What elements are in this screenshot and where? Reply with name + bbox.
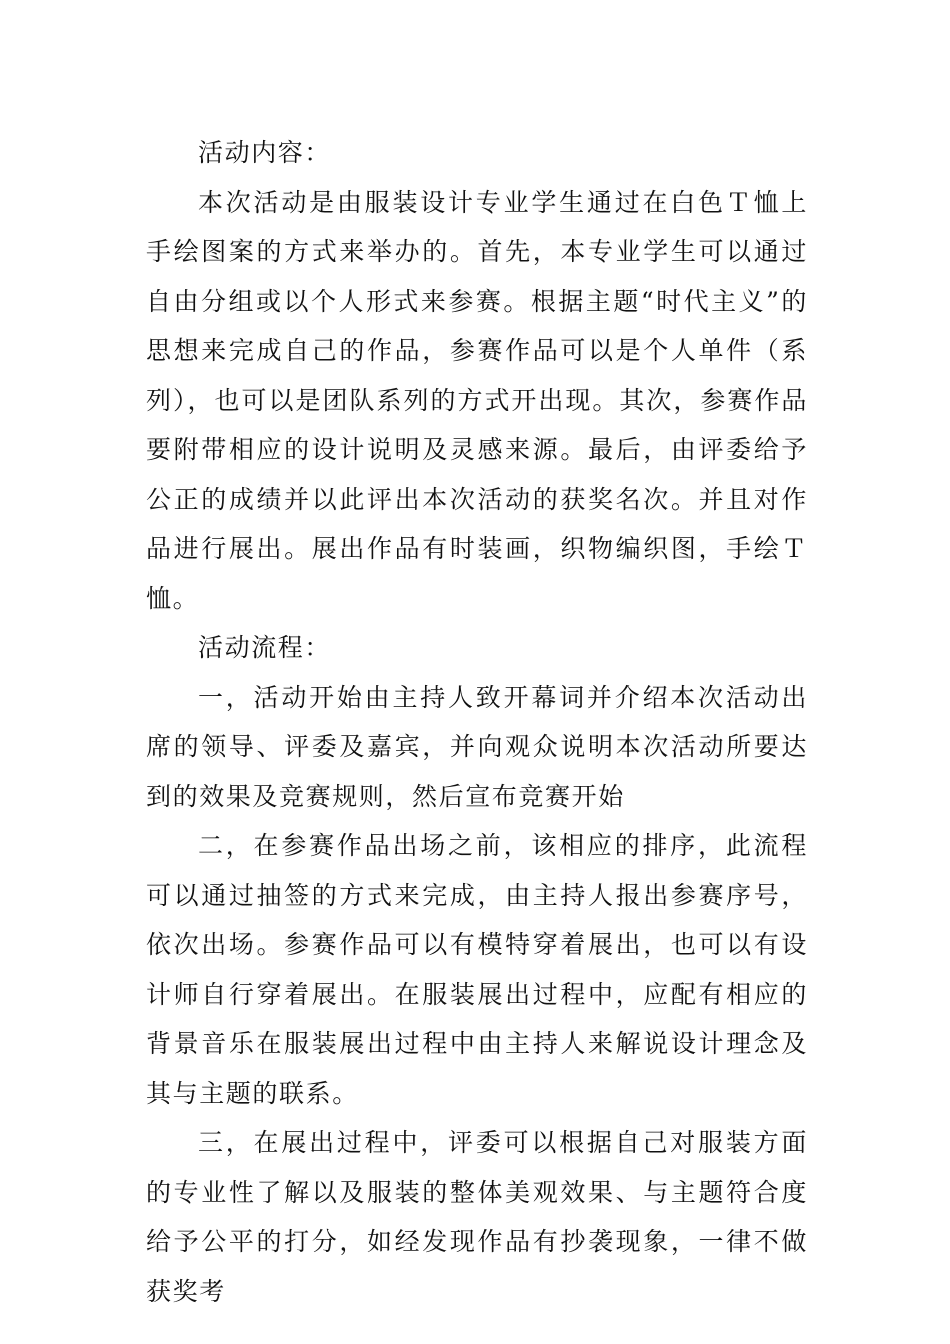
heading-activity-process: 活动流程： [198,633,332,662]
document-body [146,128,808,1316]
paragraph-step-one: 一，活动开始由主持人致开幕词并介绍本次活动出席的领导、评委及嘉宾，并向观众说明本次活动所要达到的效果及竞赛规则，然后宣布竞赛开始 [146,682,808,811]
paragraph-step-three: 三，在展出过程中，评委可以根据自己对服装方面的专业性了解以及服装的整体美观效果、与主题符合度给予公平的打分，如经发现作品有抄袭现象，一律不做获奖考 [146,1128,808,1306]
paragraph-activity-description: 本次活动是由服装设计专业学生通过在白色Ｔ恤上手绘图案的方式来举办的。首先，本专业学生可以通过自由分组或以个人形式来参赛。根据主题“时代主义”的思想来完成自己的作品，参赛作品可以是个人单件（系列），也可以是团队系列的方式开出现。其次，参赛作品要附带相应的设计说明及灵感来源。最后，由评委给予公正的成绩并以此评出本次活动的获奖名次。并且对作品进行展出。展出作品有时装画，织物编织图，手绘Ｔ恤。 [146,187,808,613]
heading-activity-content: 活动内容： [198,138,332,167]
paragraph-step-two: 二，在参赛作品出场之前，该相应的排序，此流程可以通过抽签的方式来完成，由主持人报出参赛序号，依次出场。参赛作品可以有模特穿着展出，也可以有设计师自行穿着展出。在服装展出过程中，应配有相应的背景音乐在服装展出过程中由主持人来解说设计理念及其与主题的联系。 [146,831,808,1108]
